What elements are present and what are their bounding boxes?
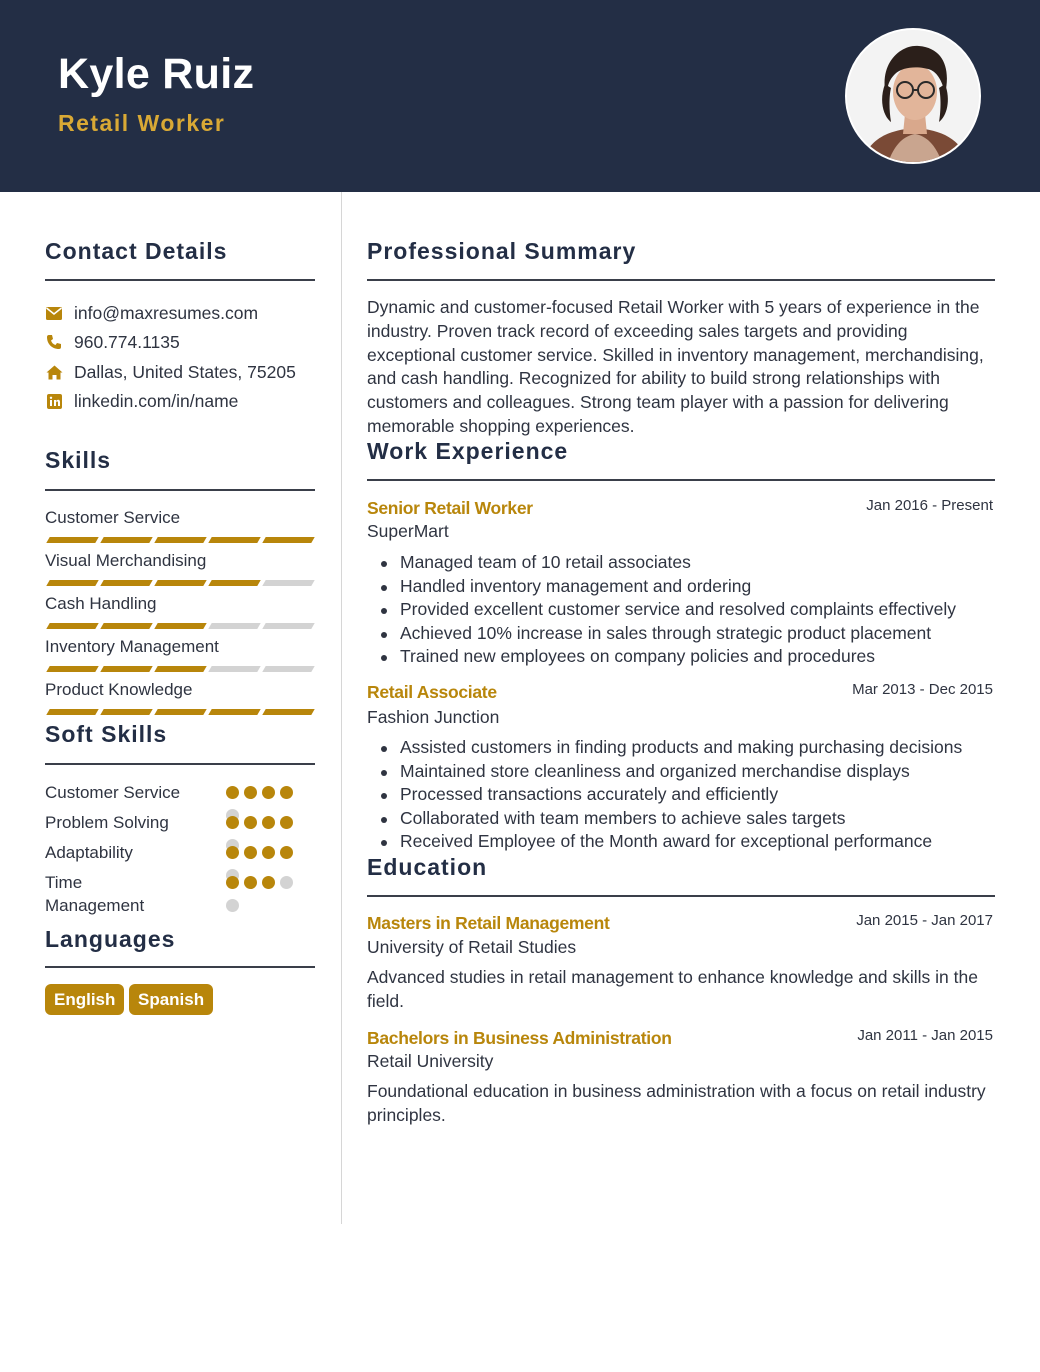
rating-dot-filled	[226, 876, 239, 889]
skill-segment-filled	[154, 580, 206, 586]
soft-skills-section-title: Soft Skills	[45, 721, 168, 747]
skill-segment-filled	[46, 580, 98, 586]
languages-section-title: Languages	[45, 926, 176, 952]
school-name: Retail University	[367, 1051, 494, 1071]
candidate-name: Kyle Ruiz	[58, 50, 255, 98]
rating-dot-filled	[262, 846, 275, 859]
skills-section-title: Skills	[45, 447, 112, 473]
skill-name: Cash Handling	[45, 594, 157, 613]
contact-section-title: Contact Details	[45, 238, 228, 264]
skill-segment-empty	[262, 623, 314, 629]
job-title: Retail Associate	[367, 682, 497, 702]
degree-date: Jan 2015 - Jan 2017	[856, 912, 993, 929]
skill-name: Inventory Management	[45, 637, 219, 656]
job-bullet: Trained new employees on company policies and procedures	[367, 645, 1007, 669]
column-divider	[341, 192, 342, 1224]
experience-section-title: Work Experience	[367, 438, 569, 464]
job-bullets	[367, 551, 1007, 669]
skill-segment-filled	[154, 537, 206, 543]
skill-segment-filled	[100, 537, 152, 543]
rating-dot-filled	[226, 786, 239, 799]
skill-level-bar	[45, 580, 315, 586]
language-tag-english: English	[45, 984, 124, 1015]
degree-title: Bachelors in Business Administration	[367, 1028, 672, 1048]
job-title: Senior Retail Worker	[367, 498, 533, 518]
skill-level-bar	[45, 666, 315, 672]
skill-segment-empty	[208, 623, 260, 629]
soft-skill-name: Adaptability	[45, 843, 133, 862]
soft-skills-section-rule	[45, 763, 315, 765]
school-name: University of Retail Studies	[367, 937, 577, 957]
rating-dot-filled	[226, 846, 239, 859]
skill-segment-empty	[262, 666, 314, 672]
skill-segment-filled	[262, 537, 314, 543]
skill-segment-filled	[100, 623, 152, 629]
job-bullet: Handled inventory management and ordering	[367, 575, 1007, 599]
degree-date: Jan 2011 - Jan 2015	[857, 1027, 993, 1044]
skill-name: Customer Service	[45, 508, 181, 527]
summary-text: Dynamic and customer-focused Retail Worker with 5 years of experience in the industry. Proven track record of exceeding sales targets and providing exceptional customer service. Skilled in inventory management, merchandising, and cash handling. Recognized for ability to build strong relationships with customers and colleagues. Strong team player with a passion for delivering memorable shopping experiences.	[367, 297, 984, 436]
avatar	[845, 28, 981, 164]
linkedin-icon	[45, 392, 63, 410]
soft-skill-name: Customer Service	[45, 783, 181, 802]
job-date: Mar 2013 - Dec 2015	[852, 681, 993, 698]
job-bullet: Received Employee of the Month award for exceptional performance	[367, 830, 1007, 854]
rating-dot-filled	[244, 786, 257, 799]
education-section-rule	[367, 895, 995, 897]
skill-segment-empty	[208, 666, 260, 672]
contact-linkedin[interactable]	[45, 389, 238, 413]
soft-skill-name: Time Management	[45, 873, 145, 915]
contact-phone[interactable]	[45, 330, 180, 354]
skill-name: Visual Merchandising	[45, 551, 207, 570]
contact-phone-text: 960.774.1135	[74, 331, 180, 352]
degree-description: Foundational education in business administration with a focus on retail industry principles.	[367, 1081, 986, 1125]
contact-email-text: info@maxresumes.com	[74, 302, 259, 323]
skill-segment-empty	[262, 580, 314, 586]
skill-segment-filled	[154, 666, 206, 672]
soft-skill-name: Problem Solving	[45, 813, 169, 832]
contact-address-text: Dallas, United States, 75205	[74, 361, 296, 382]
contact-email[interactable]	[45, 301, 258, 325]
rating-dot-empty	[226, 899, 239, 912]
skill-level-bar	[45, 537, 315, 543]
job-bullet: Achieved 10% increase in sales through strategic product placement	[367, 622, 1007, 646]
rating-dot-filled	[244, 846, 257, 859]
rating-dot-filled	[226, 816, 239, 829]
skill-segment-filled	[262, 709, 314, 715]
skill-segment-filled	[208, 537, 260, 543]
job-company: Fashion Junction	[367, 707, 500, 727]
skill-segment-filled	[46, 537, 98, 543]
skill-segment-filled	[208, 580, 260, 586]
summary-section-rule	[367, 279, 995, 281]
skill-segment-filled	[46, 666, 98, 672]
job-company: SuperMart	[367, 521, 449, 541]
skill-segment-filled	[100, 580, 152, 586]
job-bullet: Managed team of 10 retail associates	[367, 551, 1007, 575]
job-date: Jan 2016 - Present	[866, 497, 993, 514]
education-section-title: Education	[367, 854, 488, 880]
candidate-role: Retail Worker	[58, 110, 226, 136]
skill-segment-filled	[208, 709, 260, 715]
rating-dot-filled	[244, 876, 257, 889]
rating-dot-filled	[262, 786, 275, 799]
contact-address	[45, 360, 296, 384]
home-icon	[45, 363, 63, 381]
languages-section-rule	[45, 966, 315, 968]
skill-segment-filled	[46, 709, 98, 715]
job-bullet: Collaborated with team members to achieve sales targets	[367, 807, 1007, 831]
rating-dot-filled	[280, 786, 293, 799]
degree-description: Advanced studies in retail management to enhance knowledge and skills in the field.	[367, 967, 978, 1011]
skill-segment-filled	[100, 709, 152, 715]
skill-level-bar	[45, 709, 315, 715]
skill-segment-filled	[154, 623, 206, 629]
job-bullet: Provided excellent customer service and resolved complaints effectively	[367, 598, 1007, 622]
job-bullet: Assisted customers in finding products and making purchasing decisions	[367, 736, 1007, 760]
skill-level-bar	[45, 623, 315, 629]
contact-section-rule	[45, 279, 315, 281]
skill-segment-filled	[46, 623, 98, 629]
rating-dot-filled	[244, 816, 257, 829]
rating-dot-filled	[280, 846, 293, 859]
language-tag-spanish: Spanish	[129, 984, 213, 1015]
experience-section-rule	[367, 479, 995, 481]
degree-title: Masters in Retail Management	[367, 913, 610, 933]
skill-segment-filled	[154, 709, 206, 715]
portrait-image	[847, 30, 981, 164]
summary-section-title: Professional Summary	[367, 238, 637, 264]
resume-header	[0, 0, 1040, 192]
phone-icon	[45, 333, 63, 351]
contact-linkedin-text: linkedin.com/in/name	[74, 390, 239, 411]
skills-section-rule	[45, 489, 315, 491]
job-bullet: Processed transactions accurately and efficiently	[367, 783, 1007, 807]
skill-name: Product Knowledge	[45, 680, 193, 699]
rating-dot-filled	[262, 816, 275, 829]
rating-dot-filled	[262, 876, 275, 889]
rating-dot-empty	[280, 876, 293, 889]
job-bullets	[367, 736, 1007, 854]
skill-segment-filled	[100, 666, 152, 672]
envelope-icon	[45, 304, 63, 322]
rating-dot-filled	[280, 816, 293, 829]
job-bullet: Maintained store cleanliness and organized merchandise displays	[367, 760, 1007, 784]
